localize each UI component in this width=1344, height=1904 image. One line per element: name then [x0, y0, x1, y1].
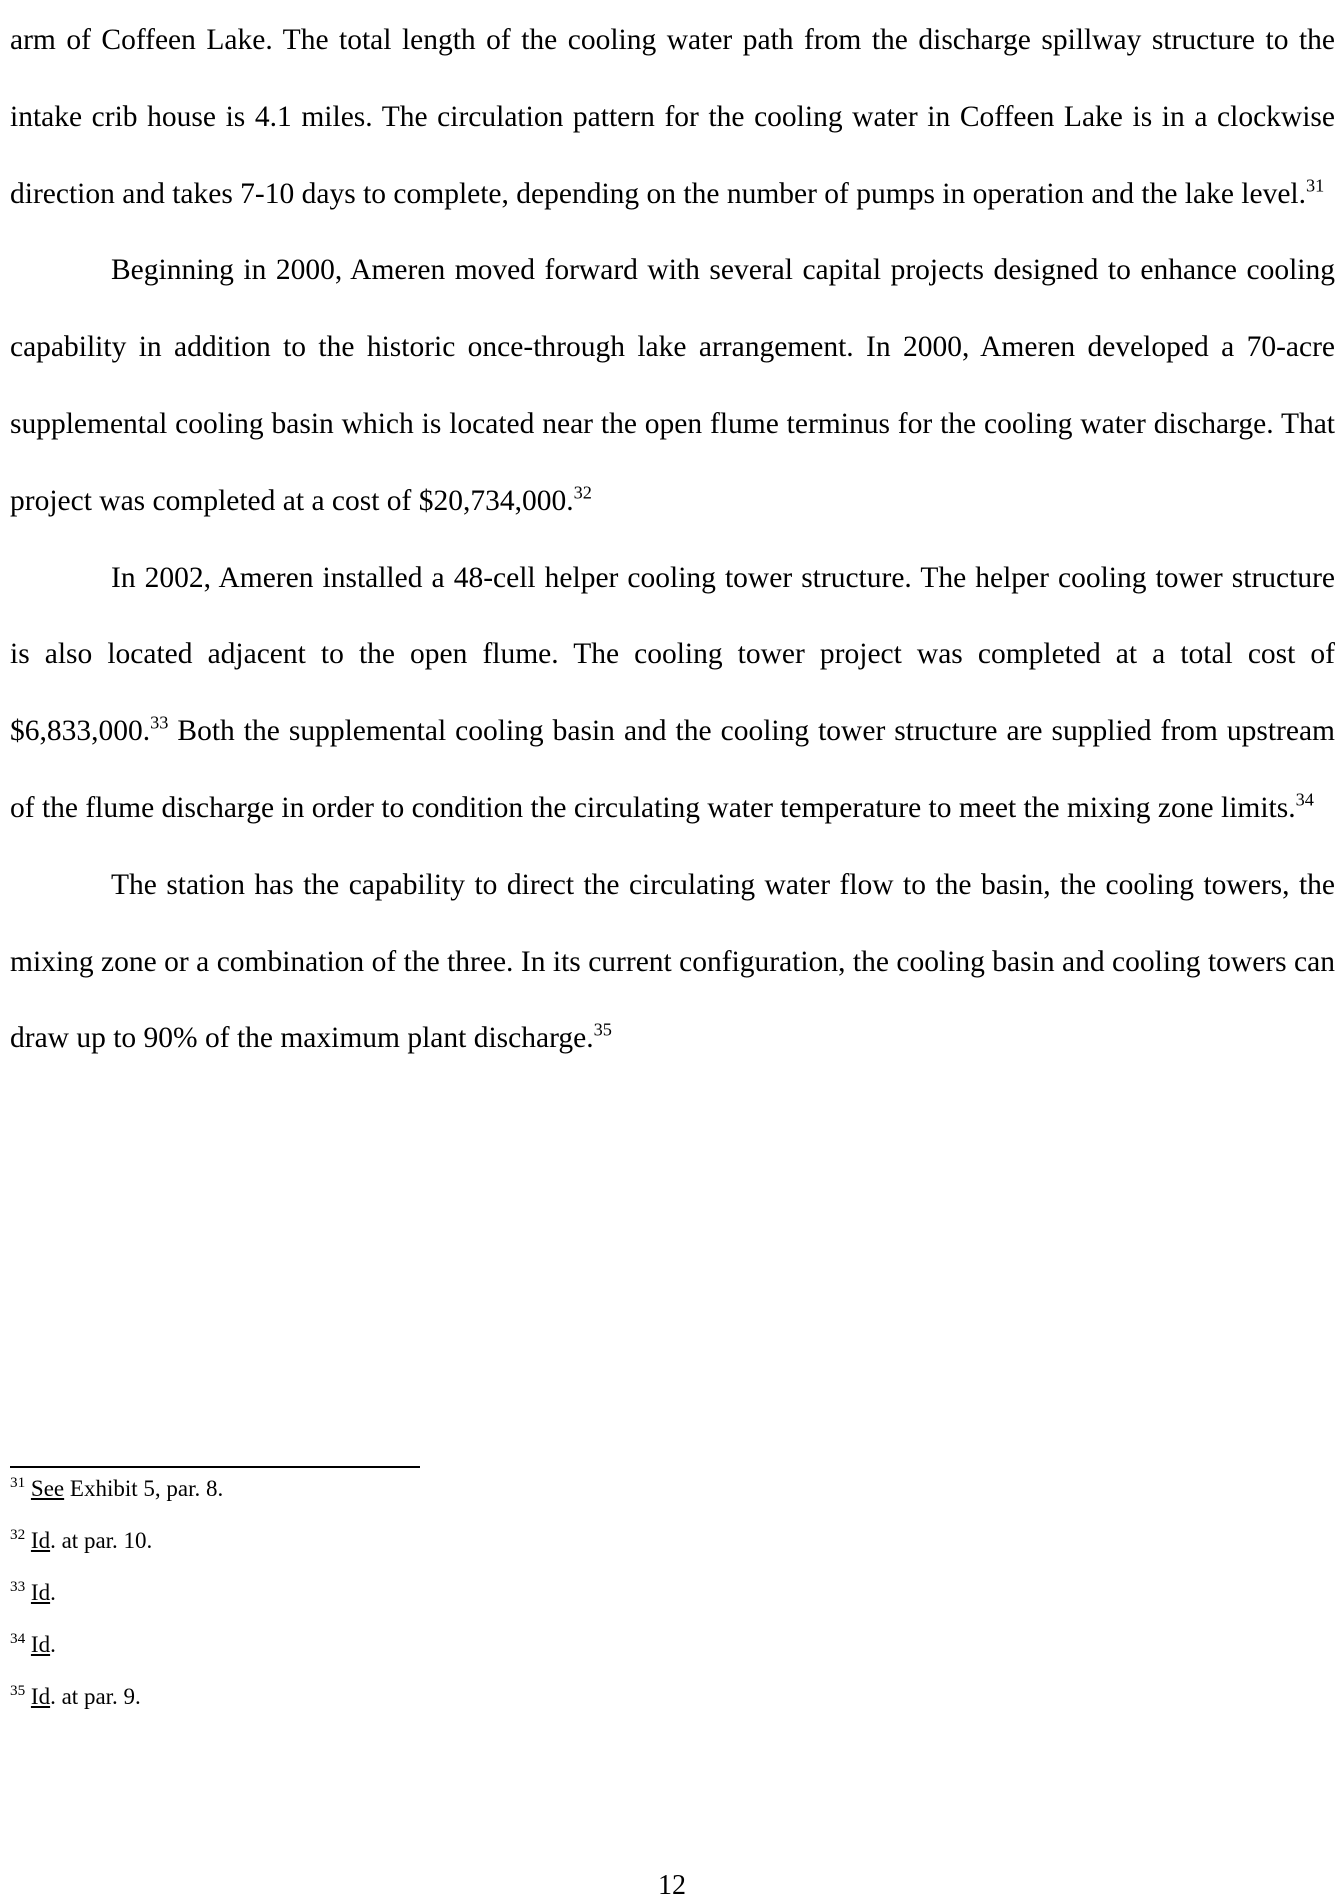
footnote-ref[interactable]: 35: [593, 1020, 612, 1041]
paragraph-text: The station has the capability to direct the circulating water flow to the basin, the cooling towers, the mixing zone or a combination of the three. In its current configuration, the cooling basin and cooling towers can draw up to 90% of the maximum plant discharge.: [10, 868, 1335, 1055]
footnote-item: [10, 1525, 153, 1554]
paragraph-cooling-tower: [10, 540, 1335, 847]
footnote-text: Exhibit 5, par. 8.: [64, 1476, 224, 1501]
footnote-citation: Id: [30, 1632, 51, 1657]
footnote-citation: Id: [30, 1580, 51, 1605]
footnote-ref[interactable]: 31: [1306, 175, 1325, 196]
body-text: [10, 2, 1335, 1077]
footnote-text: .: [50, 1632, 56, 1657]
footnote-number: 33: [10, 1577, 26, 1595]
paragraph-capital-projects: [10, 232, 1335, 539]
footnote-ref[interactable]: 34: [1295, 789, 1314, 810]
footnote-ref[interactable]: 33: [150, 712, 169, 733]
paragraph-text: arm of Coffeen Lake. The total length of the cooling water path from the discharge spillway structure to the intake crib house is 4.1 miles. The circulation pattern for the cooling water in Coffeen Lake is in a clockwise direction and takes 7-10 days to complete, depending on the number of pumps in operation and the lake level.: [10, 24, 1335, 210]
paragraph-text: Beginning in 2000, Ameren moved forward with several capital projects designed to enhance cooling capability in addition to the historic once-through lake arrangement. In 2000, Ameren developed a 70-acre supplemental cooling basin which is located near the open flume terminus for the cooling water discharge. That project was completed at a cost of $20,734,000.: [10, 254, 1335, 517]
footnote-item: [10, 1681, 141, 1710]
footnote-citation: See: [30, 1476, 65, 1501]
footnote-ref[interactable]: 32: [573, 482, 592, 503]
paragraph-continuation: [10, 2, 1335, 232]
footnote-citation: Id: [30, 1684, 51, 1709]
footnote-item: [10, 1473, 224, 1502]
footnote-number: 35: [10, 1681, 26, 1699]
footnote-item: [10, 1577, 56, 1606]
footnote-citation: Id: [30, 1528, 51, 1553]
footnote-text: .: [50, 1580, 56, 1605]
footnote-number: 31: [10, 1473, 26, 1491]
footnote-text: . at par. 9.: [50, 1684, 141, 1709]
paragraph-text: In 2002, Ameren installed a 48-cell helper cooling tower structure. The helper cooling tower structure is also located adjacent to the open flume. The cooling tower project was completed at a total cost of $6,833,000.: [10, 561, 1335, 748]
page-number: 12: [658, 1870, 686, 1901]
footnote-separator: [10, 1466, 420, 1468]
paragraph-station-capability: [10, 847, 1335, 1077]
footnote-number: 34: [10, 1629, 26, 1647]
footnote-number: 32: [10, 1525, 26, 1543]
footnote-text: . at par. 10.: [50, 1528, 153, 1553]
footnote-item: [10, 1629, 56, 1658]
paragraph-text: Both the supplemental cooling basin and the cooling tower structure are supplied from upstream of the flume discharge in order to condition the circulating water temperature to meet the mixing zone limits.: [10, 715, 1335, 824]
